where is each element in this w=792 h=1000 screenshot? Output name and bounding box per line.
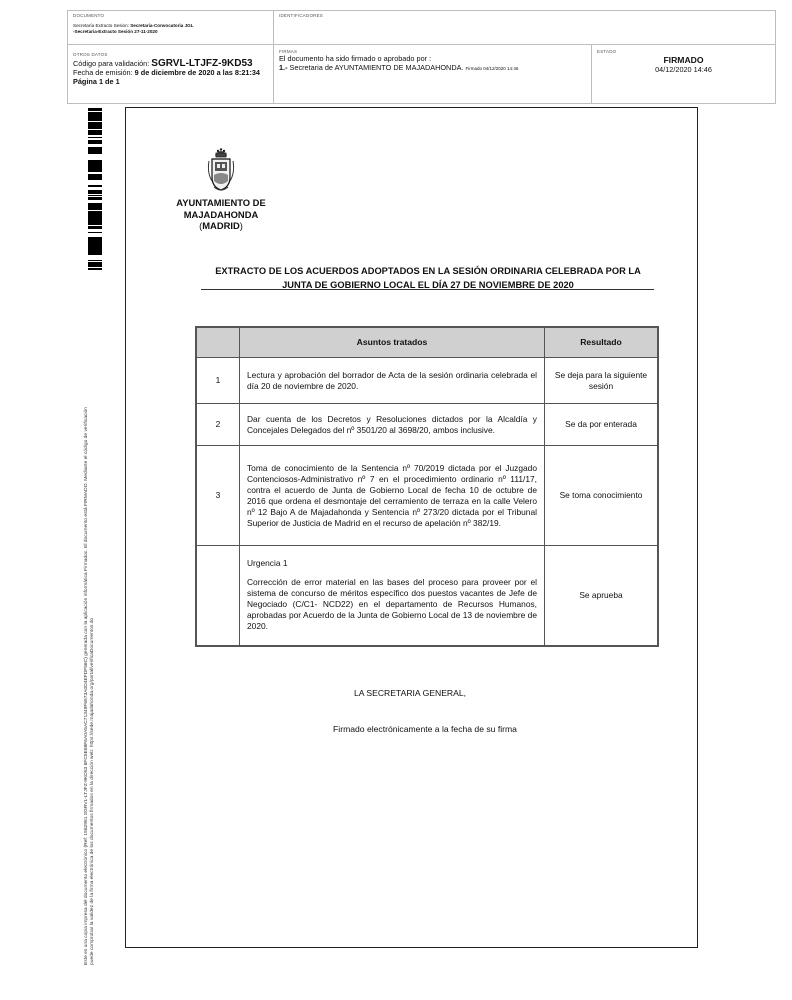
estado-date: 04/12/2020 14:46	[655, 65, 712, 74]
table-header-row	[196, 327, 658, 358]
documento-cell	[68, 11, 274, 45]
org-line2: MAJADAHONDA	[183, 208, 259, 220]
firmas-line1: El documento ha sido firmado o aprobado por :	[279, 54, 432, 63]
row-number: 2	[196, 404, 240, 446]
side-text-line2: puede comprobar la validez de la firma electrónica de los documentos firmados en la dirección web: https://sede.majadahonda.org/portal/verificaDocumentos.do	[90, 617, 96, 965]
row-number: 1	[196, 358, 240, 404]
estado-label: ESTADO	[597, 49, 617, 54]
row-topic: Toma de conocimiento de la Sentencia nº 70/2019 dictada por el Juzgado Contenciosos-Administrativo nº 7 en el procedimiento ordinario nº 111/17, contra el acuerdo de Junta de Gobierno Local de fecha 10 de octubre de 2016 que ordena el desmontaje del cerramiento de terraza en la calle Velero nº 12 Bajo A de Majadahonda y Sentencia nº 273/20 dictada por el Tribunal Superior de Justicia de Madrid en el recurso de apelación nº 382/19.	[240, 446, 545, 546]
table-row	[196, 358, 658, 404]
organization-name: AYUNTAMIENTO DE MAJADAHONDA (MADRID)	[160, 197, 282, 232]
firmas-cell	[274, 45, 592, 103]
table-row	[196, 446, 658, 546]
org-line1: AYUNTAMIENTO DE	[176, 197, 266, 208]
firmas-number: 1.-	[279, 63, 288, 72]
row-result: Se toma conocimiento	[545, 446, 659, 546]
estado-cell	[592, 45, 775, 103]
row-topic: Lectura y aprobación del borrador de Acta de la sesión ordinaria celebrada el día 20 de noviembre de 2020.	[240, 358, 545, 404]
coat-of-arms-logo	[206, 145, 236, 193]
fecha-value: 9 de diciembre de 2020 a las 8:21:34	[134, 68, 260, 77]
firmas-signer: Secretaria de AYUNTAMIENTO DE MAJADAHONDA.	[289, 63, 464, 72]
codigo-value: SGRVL-LTJFZ-9KD53	[151, 58, 253, 69]
row-result: Se deja para la siguiente sesión	[545, 358, 659, 404]
urgencia-text: Corrección de error material en las bases del proceso para proveer por el sistema de concurso de méritos específico dos puestos vacantes de Jefe de Negociado (C/C1- NCD22) en el departamento de Recursos Humanos, aprobadas por Acuerdo de la Junta de Gobierno Local de 13 de noviembre de 2020.	[247, 577, 537, 632]
identificadores-cell	[274, 11, 775, 45]
row-topic-urgencia	[240, 546, 545, 646]
title-line1: EXTRACTO DE LOS ACUERDOS ADOPTADOS EN LA SESIÓN ORDINARIA CELEBRADA POR LA	[215, 266, 641, 276]
estado-value: FIRMADO	[663, 55, 704, 65]
document-title	[197, 264, 659, 292]
header-num	[196, 327, 240, 358]
side-text-line1: Este es una copia impresa del documento electrónico (Ref: 1582981 SGRVL-LTJFZ-9KD53 8FC5E88F6A0A5AC71349F6573A0D4EFDF58C) generada con la aplicación informática Firmadoc. El documento está FIRMADO. Mediante el código de verificación	[84, 407, 89, 965]
verification-side-text	[84, 105, 96, 965]
page-number: Página 1 de 1	[73, 77, 120, 86]
table-row	[196, 546, 658, 646]
row-number	[196, 546, 240, 646]
document-header	[67, 10, 776, 104]
fecha-label: Fecha de emisión:	[73, 68, 133, 77]
header-resultado: Resultado	[545, 327, 659, 358]
org-line3: MADRID	[202, 220, 240, 231]
table-row	[196, 404, 658, 446]
row-number: 3	[196, 446, 240, 546]
row-topic: Dar cuenta de los Decretos y Resoluciones dictados por la Alcaldía y Concejales Delegados del nº 3501/20 al 3698/20, ambos inclusive.	[240, 404, 545, 446]
firmas-label: FIRMAS	[279, 49, 298, 54]
urgencia-heading: Urgencia 1	[247, 558, 288, 569]
header-asuntos: Asuntos tratados	[240, 327, 545, 358]
signature-note: Firmado electrónicamente a la fecha de su firma	[333, 724, 517, 734]
row-result: Se da por enterada	[545, 404, 659, 446]
identificadores-label: IDENTIFICADORES	[279, 13, 324, 18]
documento-subname: -Secretaria-Extracto Sesión 27-11-2020	[73, 29, 158, 34]
signature-title: LA SECRETARIA GENERAL,	[353, 688, 467, 698]
otros-datos-label: OTROS DATOS	[73, 52, 108, 57]
documento-name: Secretaria-Convocatoria JGL	[130, 23, 194, 28]
agenda-table	[195, 326, 659, 647]
codigo-label: Código para validación:	[73, 59, 150, 68]
title-line2: JUNTA DE GOBIERNO LOCAL EL DÍA 27 DE NOVIEMBRE DE 2020	[282, 280, 574, 290]
firmas-date: Firmado 04/12/2020 14:46	[465, 66, 519, 71]
otros-datos-cell	[68, 45, 274, 103]
title-underline	[201, 289, 654, 290]
row-result: Se aprueba	[545, 546, 659, 646]
documento-label: DOCUMENTO	[73, 13, 105, 18]
documento-prefix: Secretaría Extracto Sesion:	[73, 23, 129, 28]
